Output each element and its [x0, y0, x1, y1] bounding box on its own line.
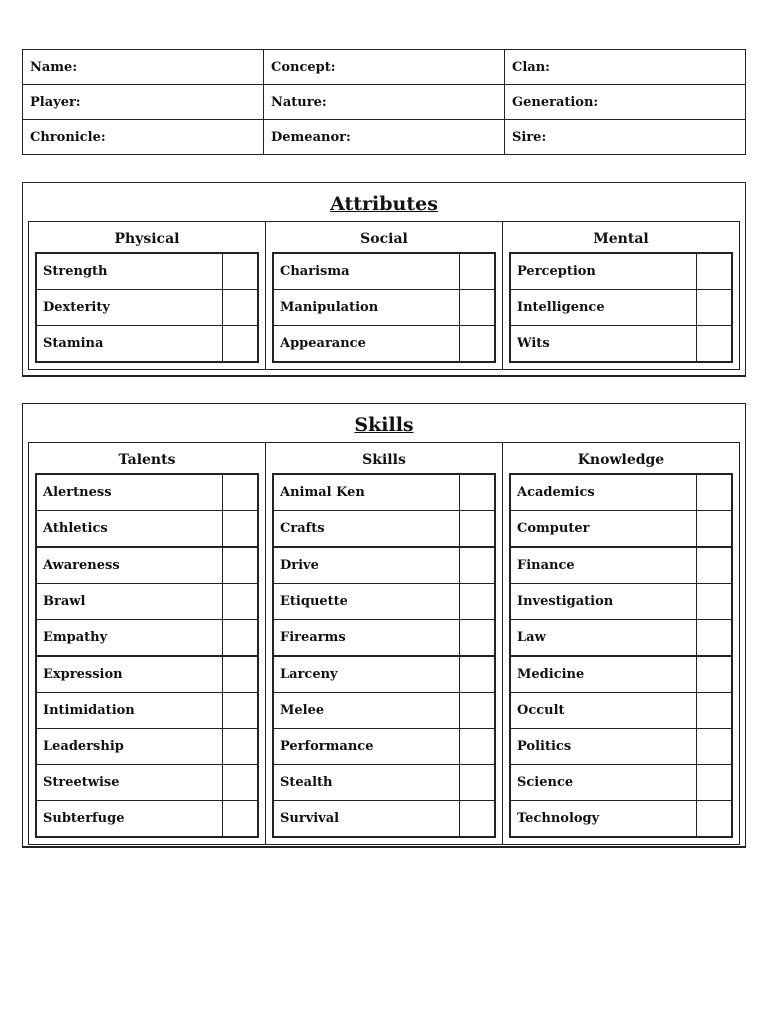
trait-label: Medicine [511, 657, 697, 692]
trait-rating-box[interactable] [460, 548, 494, 583]
skills-columns [28, 442, 740, 845]
trait-label: Subterfuge [37, 801, 223, 836]
trait-row [37, 693, 257, 729]
trait-rating-box[interactable] [460, 765, 494, 800]
trait-row [274, 693, 494, 729]
trait-label: Empathy [37, 620, 223, 655]
skills-title: Skills [354, 414, 414, 436]
trait-rating-box[interactable] [460, 584, 494, 619]
trait-label: Intimidation [37, 693, 223, 728]
character-info-table [22, 49, 746, 155]
attributes-columns [28, 221, 740, 370]
column-title: Skills [362, 452, 406, 468]
trait-rating-box[interactable] [223, 511, 257, 546]
trait-rating-box[interactable] [223, 290, 257, 325]
trait-row [511, 657, 731, 693]
trait-rating-box[interactable] [223, 548, 257, 583]
trait-rating-box[interactable] [460, 620, 494, 655]
trait-row [37, 475, 257, 511]
trait-rating-box[interactable] [223, 765, 257, 800]
trait-row [511, 729, 731, 765]
trait-row [511, 254, 731, 290]
trait-row [274, 801, 494, 836]
trait-row [274, 254, 494, 290]
trait-label: Charisma [274, 254, 460, 289]
trait-label: Survival [274, 801, 460, 836]
trait-list [35, 473, 259, 838]
trait-list [509, 252, 733, 363]
generation-field[interactable]: Generation: [505, 85, 746, 120]
trait-rating-box[interactable] [223, 254, 257, 289]
skills-column-talents [29, 443, 266, 844]
trait-label: Politics [511, 729, 697, 764]
trait-label: Technology [511, 801, 697, 836]
skills-column-skills [266, 443, 503, 844]
trait-rating-box[interactable] [697, 326, 731, 361]
trait-list [35, 252, 259, 363]
trait-rating-box[interactable] [223, 729, 257, 764]
trait-rating-box[interactable] [697, 584, 731, 619]
trait-rating-box[interactable] [460, 693, 494, 728]
trait-label: Larceny [274, 657, 460, 692]
clan-field[interactable]: Clan: [505, 50, 746, 85]
trait-label: Appearance [274, 326, 460, 361]
trait-row [511, 290, 731, 326]
trait-rating-box[interactable] [460, 511, 494, 546]
trait-row [511, 801, 731, 836]
trait-row [274, 326, 494, 361]
concept-field[interactable]: Concept: [264, 50, 505, 85]
trait-row [274, 584, 494, 620]
trait-row [37, 657, 257, 693]
info-row [23, 85, 746, 120]
trait-rating-box[interactable] [460, 290, 494, 325]
column-title: Talents [118, 452, 176, 468]
trait-row [511, 584, 731, 620]
trait-label: Dexterity [37, 290, 223, 325]
trait-row [37, 801, 257, 836]
column-title: Social [360, 231, 408, 247]
nature-field[interactable]: Nature: [264, 85, 505, 120]
trait-row [274, 548, 494, 584]
trait-label: Leadership [37, 729, 223, 764]
trait-rating-box[interactable] [460, 254, 494, 289]
trait-row [37, 511, 257, 548]
trait-row [511, 765, 731, 801]
trait-rating-box[interactable] [697, 511, 731, 546]
trait-label: Wits [511, 326, 697, 361]
trait-label: Performance [274, 729, 460, 764]
trait-row [511, 475, 731, 511]
trait-row [37, 290, 257, 326]
trait-rating-box[interactable] [223, 475, 257, 510]
skills-column-knowledge [503, 443, 739, 844]
trait-rating-box[interactable] [697, 475, 731, 510]
trait-label: Firearms [274, 620, 460, 655]
trait-row [37, 254, 257, 290]
trait-list [272, 473, 496, 838]
name-field[interactable]: Name: [23, 50, 264, 85]
attributes-section [22, 182, 746, 377]
trait-list [272, 252, 496, 363]
trait-label: Alertness [37, 475, 223, 510]
trait-label: Melee [274, 693, 460, 728]
column-title: Mental [593, 231, 649, 247]
trait-rating-box[interactable] [460, 326, 494, 361]
skills-section [22, 403, 746, 848]
demeanor-field[interactable]: Demeanor: [264, 120, 505, 155]
trait-rating-box[interactable] [697, 548, 731, 583]
trait-label: Manipulation [274, 290, 460, 325]
trait-rating-box[interactable] [697, 693, 731, 728]
player-field[interactable]: Player: [23, 85, 264, 120]
trait-rating-box[interactable] [223, 584, 257, 619]
trait-rating-box[interactable] [460, 657, 494, 692]
trait-label: Athletics [37, 511, 223, 546]
trait-label: Drive [274, 548, 460, 583]
attributes-column-mental [503, 222, 739, 369]
trait-row [274, 657, 494, 693]
trait-rating-box[interactable] [697, 254, 731, 289]
trait-row [37, 584, 257, 620]
trait-row [511, 511, 731, 548]
trait-label: Law [511, 620, 697, 655]
sire-field[interactable]: Sire: [505, 120, 746, 155]
trait-label: Science [511, 765, 697, 800]
trait-row [511, 548, 731, 584]
trait-label: Awareness [37, 548, 223, 583]
trait-label: Occult [511, 693, 697, 728]
trait-rating-box[interactable] [697, 657, 731, 692]
column-title: Physical [114, 231, 180, 247]
trait-label: Investigation [511, 584, 697, 619]
trait-row [274, 511, 494, 548]
trait-row [511, 326, 731, 361]
trait-rating-box[interactable] [697, 765, 731, 800]
trait-list [509, 473, 733, 838]
trait-label: Etiquette [274, 584, 460, 619]
trait-label: Computer [511, 511, 697, 546]
trait-label: Crafts [274, 511, 460, 546]
trait-row [37, 765, 257, 801]
trait-label: Academics [511, 475, 697, 510]
trait-row [37, 729, 257, 765]
trait-rating-box[interactable] [223, 326, 257, 361]
info-row [23, 120, 746, 155]
trait-label: Stamina [37, 326, 223, 361]
trait-row [37, 620, 257, 657]
attributes-column-physical [29, 222, 266, 369]
trait-row [274, 620, 494, 657]
trait-rating-box[interactable] [697, 620, 731, 655]
attributes-column-social [266, 222, 503, 369]
trait-row [274, 290, 494, 326]
trait-rating-box[interactable] [697, 729, 731, 764]
trait-rating-box[interactable] [223, 620, 257, 655]
trait-rating-box[interactable] [223, 801, 257, 836]
trait-label: Expression [37, 657, 223, 692]
trait-label: Finance [511, 548, 697, 583]
trait-label: Streetwise [37, 765, 223, 800]
trait-rating-box[interactable] [460, 729, 494, 764]
trait-row [37, 326, 257, 361]
trait-rating-box[interactable] [223, 657, 257, 692]
info-row [23, 50, 746, 85]
trait-row [511, 620, 731, 657]
trait-label: Intelligence [511, 290, 697, 325]
chronicle-field[interactable]: Chronicle: [23, 120, 264, 155]
column-title: Knowledge [577, 452, 665, 468]
trait-rating-box[interactable] [223, 693, 257, 728]
trait-row [274, 475, 494, 511]
trait-row [37, 548, 257, 584]
trait-row [274, 729, 494, 765]
trait-label: Stealth [274, 765, 460, 800]
trait-label: Animal Ken [274, 475, 460, 510]
trait-rating-box[interactable] [460, 475, 494, 510]
trait-rating-box[interactable] [460, 801, 494, 836]
trait-label: Strength [37, 254, 223, 289]
trait-label: Perception [511, 254, 697, 289]
trait-label: Brawl [37, 584, 223, 619]
trait-row [274, 765, 494, 801]
trait-rating-box[interactable] [697, 801, 731, 836]
trait-rating-box[interactable] [697, 290, 731, 325]
trait-row [511, 693, 731, 729]
attributes-title: Attributes [330, 193, 438, 215]
